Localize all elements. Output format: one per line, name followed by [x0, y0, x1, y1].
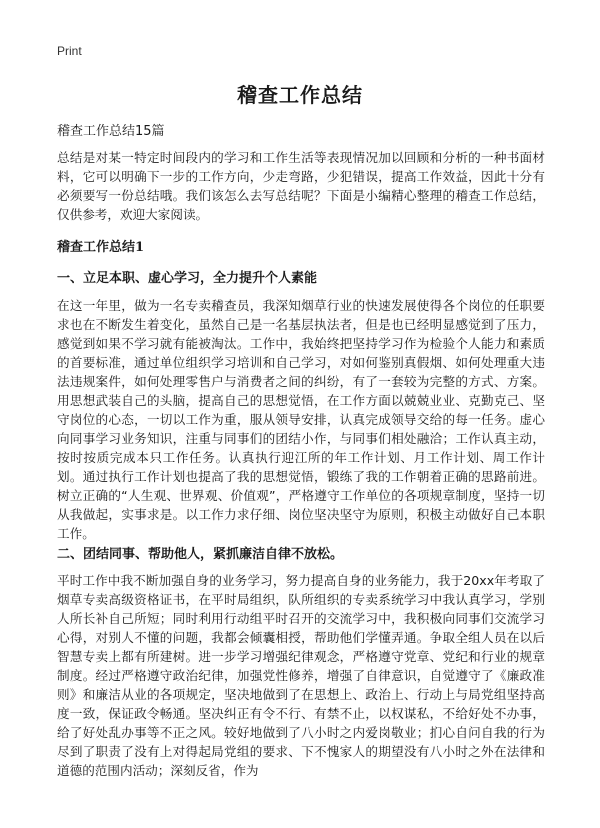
heading-2: 二、团结同事、帮助他人，紧抓廉洁自律不放松。	[57, 547, 344, 562]
body-block-2	[57, 571, 545, 780]
intro-block	[57, 148, 545, 224]
intro-paragraph: 总结是对某一特定时间段内的学习和工作生活等表现情况加以回顾和分析的一种书面材料，它可以明确下一步的工作方向，少走弯路，少犯错误，提高工作效益，因此十分有必须要写一份总结哦。我们该怎么去写总结呢？下面是小编精心整理的稽查工作总结，仅供参考，欢迎大家阅读。	[57, 150, 545, 222]
body-paragraph-1: 在这一年里，做为一名专卖稽查员，我深知烟草行业的快速发展使得各个岗位的任职要求也在不断发生着变化，虽然自己是一名基层执法者，但是也已经明显感觉到了压力，感觉到如果不学习就有能被淘汰。工作中，我始终把坚持学习作为检验个人能力和素质的首要标准，通过单位组织学习培训和自己学习，对如何鉴别真假烟、如何处理重大违法违规案件，如何处理零售户与消费者之间的纠纷，有了一套较为完整的方式、方案。用思想武装自己的头脑，提高自己的思想觉悟，在工作方面以兢兢业业、克勤克己、坚守岗位的心态，一切以工作为重，服从领导安排，认真完成领导交给的每一任务。虚心向同事学习业务知识，注重与同事们的团结小作，与同事们相处融洽；工作认真主动，按时按质完成本只工作任务。认真执行迎江所的年工作计划、月工作计划、周工作计划。通过执行工作计划也提高了我的思想觉悟，锻练了我的工作朝着正确的思路前进。树立正确的“人生观、世界观、价值观”，严格遵守工作单位的各项规章制度，坚持一切从我做起，实事求是。以工作力求仔细、岗位坚决坚守为原则，积极主动做好自己本职工作。	[57, 298, 545, 541]
body-paragraph-2: 平时工作中我不断加强自身的业务学习，努力提高自身的业务能力，我于20xx年考取了烟草专卖高级资格证书，在平时局组织，队所组织的专卖系统学习中我认真学习，学别人所长补自己所短；同时利用行动组平时召开的交流学习中，我积极向同事们交流学习心得，对别人不懂的问题，我都会倾囊相授，帮助他们学懂弄通。争取全组人员在以后智慧专卖上都有所建树。进一步学习增强纪律观念，严格遵守党章、党纪和行业的规章制度。经过严格遵守政治纪律，加强党性修养，增强了自律意识，自觉遵守了《廉政准则》和廉洁从业的各项规定，坚决地做到了在思想上、政治上、行动上与局党组坚持高度一致，保证政令畅通。坚决纠正有令不行、有禁不止，以权谋私，不给好处不办事，给了好处乱办事等不正之风。较好地做到了八小时之内爱岗敬业；扪心自问自我的行为尽到了职责了没有上对得起局党组的要求、下不愧家人的期望没有八小时之外在法律和道德的范围内活动；深刻反省，作为	[57, 573, 545, 778]
heading-1: 一、立足本职、虚心学习，全力提升个人素能	[57, 271, 318, 286]
print-label: Print	[57, 44, 82, 58]
section-title: 稽查工作总结1	[57, 240, 145, 255]
body-block-1	[57, 296, 545, 543]
page-title: 稽查工作总结	[237, 83, 363, 107]
document-subtitle: 稽查工作总结15篇	[57, 124, 165, 139]
